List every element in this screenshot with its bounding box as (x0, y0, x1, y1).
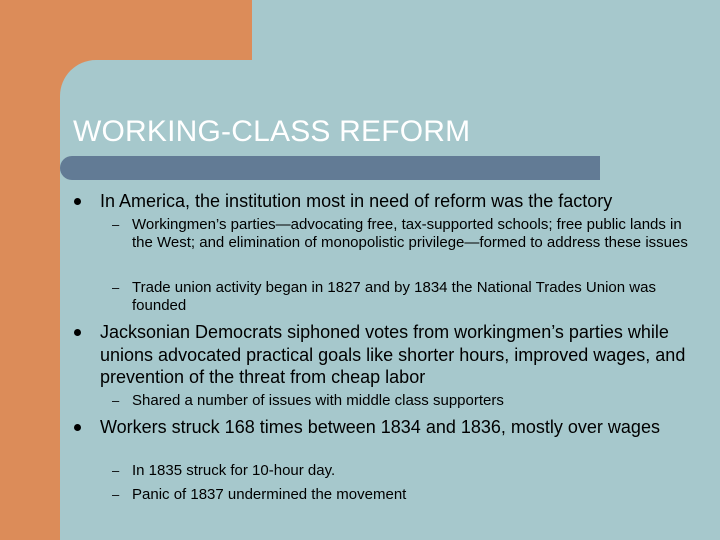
sub-bullet-text: Trade union activity began in 1827 and by 1834 the National Trades Union was founded (132, 279, 656, 314)
sub-bullet-2-1 (112, 392, 692, 410)
bullet-2 (100, 321, 690, 389)
sub-bullet-3-1 (112, 462, 692, 480)
bullet-text: In America, the institution most in need of reform was the factory (100, 191, 613, 211)
sub-bullet-1-1 (112, 216, 692, 252)
bullet-dot-icon (74, 329, 81, 336)
dash-icon: – (112, 487, 120, 502)
bullet-dot-icon (74, 424, 81, 431)
bullet-dot-icon (74, 198, 81, 205)
dash-icon: – (112, 393, 120, 408)
sub-bullet-text: In 1835 struck for 10-hour day. (132, 462, 336, 479)
bullet-3 (100, 416, 690, 439)
sub-bullet-text: Panic of 1837 undermined the movement (132, 486, 407, 503)
bullet-1 (100, 190, 690, 213)
sub-bullet-text: Shared a number of issues with middle class supporters (132, 392, 504, 409)
dash-icon: – (112, 463, 120, 478)
sub-bullet-text: Workingmen’s parties—advocating free, tax-supported schools; free public lands in the West; and elimination of monopolistic privilege—formed to address these issues (132, 216, 688, 251)
sub-bullet-3-2 (112, 486, 692, 504)
slide-title: WORKING-CLASS REFORM (73, 115, 471, 148)
dash-icon: – (112, 280, 120, 295)
dash-icon: – (112, 217, 120, 232)
bullet-text: Workers struck 168 times between 1834 and 1836, mostly over wages (100, 417, 660, 437)
bullet-text: Jacksonian Democrats siphoned votes from workingmen’s parties while unions advocated practical goals like shorter hours, improved wages, and prevention of the threat from cheap labor (100, 322, 686, 387)
sub-bullet-1-2 (112, 279, 692, 315)
